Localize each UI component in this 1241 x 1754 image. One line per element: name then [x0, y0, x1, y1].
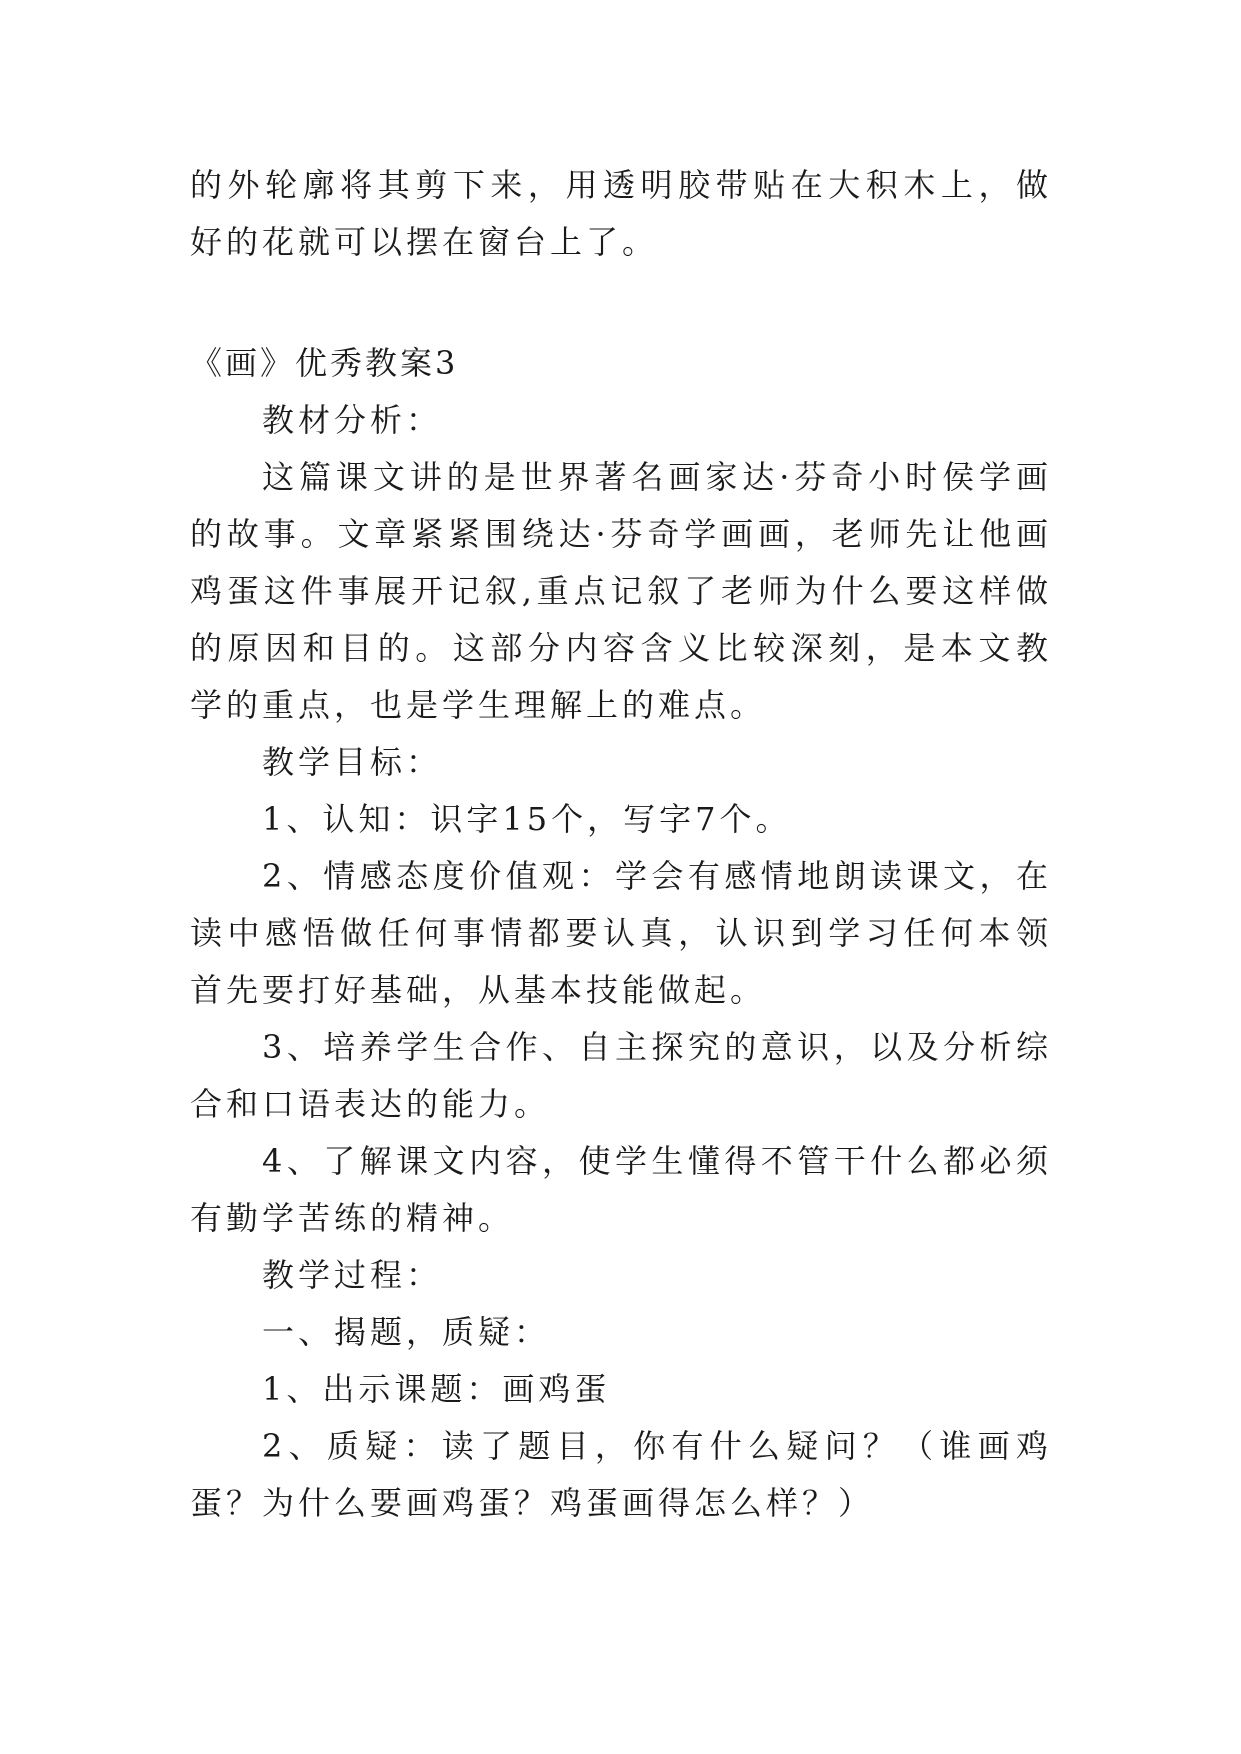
intro-paragraph: 的外轮廓将其剪下来，用透明胶带贴在大积木上，做好的花就可以摆在窗台上了。	[190, 166, 1052, 261]
teaching-process-label: 教学过程：	[262, 1256, 443, 1294]
teaching-goal-item: 3、培养学生合作、自主探究的意识，以及分析综合和口语表达的能力。	[190, 1028, 1052, 1123]
step-one-item: 2、质疑：读了题目，你有什么疑问？（谁画鸡蛋？为什么要画鸡蛋？鸡蛋画得怎么样？）	[190, 1427, 1052, 1522]
teaching-goal-item: 2、情感态度价值观：学会有感情地朗读课文，在读中感悟做任何事情都要认真，认识到学习任何本领首先要打好基础，从基本技能做起。	[190, 857, 1052, 1009]
teaching-goal-item: 1、认知：识字15个，写字7个。	[262, 800, 792, 838]
teaching-goal-item: 4、了解课文内容，使学生懂得不管干什么都必须有勤学苦练的精神。	[190, 1142, 1052, 1237]
step-one-item: 1、出示课题：画鸡蛋	[262, 1370, 611, 1408]
material-analysis-text: 这篇课文讲的是世界著名画家达·芬奇小时侯学画的故事。文章紧紧围绕达·芬奇学画画，老师先让他画鸡蛋这件事展开记叙,重点记叙了老师为什么要这样做的原因和目的。这部分内容含义比较深刻，是本文教学的重点，也是学生理解上的难点。	[190, 458, 1052, 724]
lesson-title: 《画》优秀教案3	[190, 344, 459, 382]
lesson-plan-section	[190, 335, 1052, 1532]
teaching-goals-label: 教学目标：	[262, 743, 443, 781]
material-analysis-label: 教材分析：	[262, 401, 443, 439]
step-one-label: 一、揭题，质疑：	[262, 1313, 551, 1351]
intro-section	[190, 157, 1052, 271]
